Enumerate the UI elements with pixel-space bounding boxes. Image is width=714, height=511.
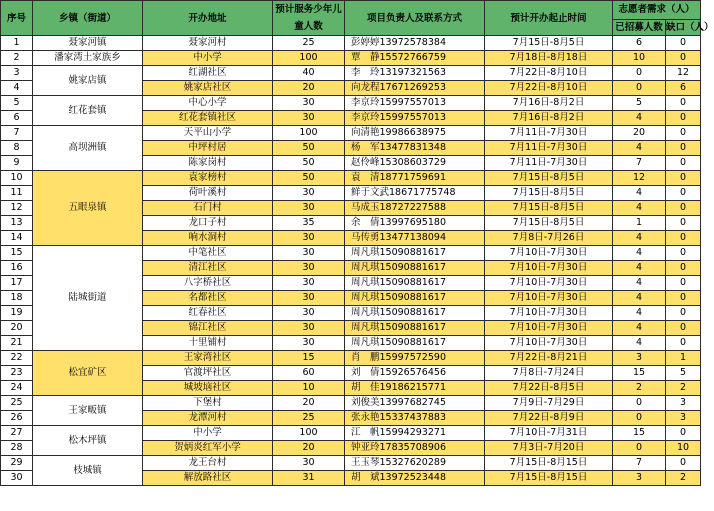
cell-shortage: 6: [666, 81, 701, 96]
cell-site: 锦江社区: [143, 321, 273, 336]
cell-period: 7月15日-8月15日: [485, 471, 613, 486]
cell-recruited: 4: [613, 141, 666, 156]
cell-period: 7月15日-8月5日: [485, 171, 613, 186]
cell-index: 17: [1, 276, 33, 291]
cell-contact: 李 玲13197321563: [345, 66, 485, 81]
cell-shortage: 0: [666, 51, 701, 66]
cell-contact: 周凡琪15090881617: [345, 246, 485, 261]
cell-town: 陆城街道: [33, 246, 143, 351]
cell-recruited: 6: [613, 36, 666, 51]
cell-index: 1: [1, 36, 33, 51]
cell-children-count: 30: [273, 321, 345, 336]
cell-recruited: 15: [613, 366, 666, 381]
cell-shortage: 0: [666, 261, 701, 276]
cell-index: 28: [1, 441, 33, 456]
table-row: [1, 246, 701, 261]
cell-site: 清江社区: [143, 261, 273, 276]
cell-site: 红春社区: [143, 306, 273, 321]
cell-site: 名都社区: [143, 291, 273, 306]
cell-shortage: 0: [666, 171, 701, 186]
cell-children-count: 35: [273, 216, 345, 231]
cell-site: 官渡坪社区: [143, 366, 273, 381]
cell-site: 中心小学: [143, 96, 273, 111]
cell-period: 7月16日-8月2日: [485, 111, 613, 126]
table-row: [1, 426, 701, 441]
cell-recruited: 4: [613, 186, 666, 201]
cell-index: 7: [1, 126, 33, 141]
cell-shortage: 5: [666, 366, 701, 381]
cell-children-count: 30: [273, 96, 345, 111]
cell-shortage: 1: [666, 351, 701, 366]
cell-children-count: 10: [273, 381, 345, 396]
cell-period: 7月9日-7月29日: [485, 396, 613, 411]
cell-site: 下堡村: [143, 396, 273, 411]
cell-index: 9: [1, 156, 33, 171]
cell-index: 15: [1, 246, 33, 261]
cell-contact: 周凡琪15090881617: [345, 321, 485, 336]
cell-children-count: 60: [273, 366, 345, 381]
cell-recruited: 4: [613, 276, 666, 291]
cell-index: 25: [1, 396, 33, 411]
cell-index: 14: [1, 231, 33, 246]
cell-town: 王家畈镇: [33, 396, 143, 426]
cell-contact: 王玉琴15327620289: [345, 456, 485, 471]
cell-index: 4: [1, 81, 33, 96]
cell-index: 12: [1, 201, 33, 216]
cell-site: 聂家河村: [143, 36, 273, 51]
table-row: [1, 96, 701, 111]
cell-shortage: 0: [666, 36, 701, 51]
cell-index: 23: [1, 366, 33, 381]
cell-children-count: 30: [273, 201, 345, 216]
cell-period: 7月22日-8月5日: [485, 381, 613, 396]
cell-site: 王家湾社区: [143, 351, 273, 366]
cell-children-count: 100: [273, 51, 345, 66]
cell-site: 响水洞村: [143, 231, 273, 246]
cell-recruited: 12: [613, 171, 666, 186]
cell-site: 陈家岗村: [143, 156, 273, 171]
cell-contact: 彭婷婷13972578384: [345, 36, 485, 51]
cell-shortage: 0: [666, 96, 701, 111]
table-body: [1, 36, 701, 486]
cell-recruited: 3: [613, 471, 666, 486]
cell-children-count: 40: [273, 66, 345, 81]
cell-town: 枝城镇: [33, 456, 143, 486]
cell-shortage: 0: [666, 141, 701, 156]
cell-children-count: 100: [273, 426, 345, 441]
cell-contact: 向清艳19986638975: [345, 126, 485, 141]
cell-children-count: 20: [273, 441, 345, 456]
cell-period: 7月8日-7月24日: [485, 366, 613, 381]
cell-period: 7月15日-8月5日: [485, 186, 613, 201]
cell-site: 中小学: [143, 51, 273, 66]
cell-period: 7月10日-7月30日: [485, 291, 613, 306]
cell-shortage: 3: [666, 411, 701, 426]
cell-index: 5: [1, 96, 33, 111]
cell-site: 十里铺村: [143, 336, 273, 351]
cell-children-count: 15: [273, 351, 345, 366]
cell-recruited: 20: [613, 126, 666, 141]
cell-children-count: 30: [273, 306, 345, 321]
cell-contact: 刘俊美13997682745: [345, 396, 485, 411]
cell-children-count: 50: [273, 141, 345, 156]
cell-contact: 周凡琪15090881617: [345, 261, 485, 276]
cell-site: 中笔社区: [143, 246, 273, 261]
table-row: [1, 51, 701, 66]
cell-index: 24: [1, 381, 33, 396]
cell-recruited: 15: [613, 426, 666, 441]
cell-index: 16: [1, 261, 33, 276]
cell-children-count: 30: [273, 111, 345, 126]
cell-recruited: 4: [613, 201, 666, 216]
cell-town: 高坝洲镇: [33, 126, 143, 171]
cell-recruited: 0: [613, 66, 666, 81]
cell-recruited: 7: [613, 456, 666, 471]
cell-site: 中小学: [143, 426, 273, 441]
cell-children-count: 30: [273, 261, 345, 276]
cell-shortage: 0: [666, 426, 701, 441]
table-row: [1, 126, 701, 141]
cell-contact: 覃 静15572766759: [345, 51, 485, 66]
header-children-count: 预计服务少年儿童人数: [273, 1, 345, 36]
cell-period: 7月3日-7月20日: [485, 441, 613, 456]
cell-contact: 李京玲15997557013: [345, 111, 485, 126]
cell-town: 聂家河镇: [33, 36, 143, 51]
cell-children-count: 30: [273, 231, 345, 246]
cell-contact: 鲜于文武18671775748: [345, 186, 485, 201]
cell-period: 7月22日-8月9日: [485, 411, 613, 426]
cell-index: 10: [1, 171, 33, 186]
cell-index: 27: [1, 426, 33, 441]
cell-contact: 马成玉18727227588: [345, 201, 485, 216]
cell-town: 五眼泉镇: [33, 171, 143, 246]
header-shortage: 缺口（人）: [666, 19, 701, 35]
cell-period: 7月10日-7月30日: [485, 276, 613, 291]
cell-children-count: 100: [273, 126, 345, 141]
cell-shortage: 0: [666, 216, 701, 231]
cell-period: 7月10日-7月30日: [485, 306, 613, 321]
cell-children-count: 30: [273, 291, 345, 306]
cell-shortage: 10: [666, 441, 701, 456]
cell-site: 袁家榜村: [143, 171, 273, 186]
cell-site: 八字桥社区: [143, 276, 273, 291]
cell-children-count: 20: [273, 396, 345, 411]
cell-recruited: 0: [613, 441, 666, 456]
cell-site: 龙王台村: [143, 456, 273, 471]
cell-site: 中坪村居: [143, 141, 273, 156]
cell-shortage: 2: [666, 381, 701, 396]
cell-recruited: 4: [613, 111, 666, 126]
cell-contact: 马传勇13477138094: [345, 231, 485, 246]
cell-period: 7月10日-7月30日: [485, 321, 613, 336]
cell-children-count: 20: [273, 81, 345, 96]
header-recruited: 已招募人数: [613, 19, 666, 35]
cell-period: 7月11日-7月30日: [485, 126, 613, 141]
cell-recruited: 4: [613, 291, 666, 306]
cell-contact: 向龙程17671269253: [345, 81, 485, 96]
cell-site: 龙潭河村: [143, 411, 273, 426]
cell-index: 13: [1, 216, 33, 231]
cell-town: 松宜矿区: [33, 351, 143, 396]
cell-index: 30: [1, 471, 33, 486]
table-row: [1, 66, 701, 81]
cell-site: 解放路社区: [143, 471, 273, 486]
cell-index: 2: [1, 51, 33, 66]
table-row: [1, 351, 701, 366]
cell-recruited: 4: [613, 306, 666, 321]
cell-recruited: 0: [613, 81, 666, 96]
table-row: [1, 171, 701, 186]
cell-shortage: 3: [666, 396, 701, 411]
cell-shortage: 0: [666, 186, 701, 201]
cell-town: 红花套镇: [33, 96, 143, 126]
cell-recruited: 3: [613, 351, 666, 366]
cell-shortage: 0: [666, 126, 701, 141]
cell-index: 22: [1, 351, 33, 366]
cell-shortage: 0: [666, 111, 701, 126]
cell-recruited: 0: [613, 411, 666, 426]
header-period: 预计开办起止时间: [485, 1, 613, 36]
cell-period: 7月10日-7月30日: [485, 336, 613, 351]
cell-recruited: 4: [613, 321, 666, 336]
cell-children-count: 50: [273, 171, 345, 186]
cell-site: 龙口子村: [143, 216, 273, 231]
cell-site: 姚家店社区: [143, 81, 273, 96]
cell-contact: 赵伶峰15308603729: [345, 156, 485, 171]
cell-site: 贺炳炎红军小学: [143, 441, 273, 456]
cell-site: 城坡垴社区: [143, 381, 273, 396]
cell-shortage: 0: [666, 336, 701, 351]
cell-index: 19: [1, 306, 33, 321]
cell-index: 29: [1, 456, 33, 471]
cell-site: 石门村: [143, 201, 273, 216]
cell-contact: 周凡琪15090881617: [345, 291, 485, 306]
cell-index: 11: [1, 186, 33, 201]
cell-recruited: 2: [613, 381, 666, 396]
cell-recruited: 4: [613, 261, 666, 276]
cell-shortage: 0: [666, 231, 701, 246]
cell-recruited: 4: [613, 231, 666, 246]
cell-index: 21: [1, 336, 33, 351]
table-row: [1, 396, 701, 411]
cell-period: 7月10日-7月30日: [485, 261, 613, 276]
header-site: 开办地址: [143, 1, 273, 36]
cell-period: 7月22日-8月21日: [485, 351, 613, 366]
cell-contact: 肖 鹏15997572590: [345, 351, 485, 366]
cell-children-count: 30: [273, 336, 345, 351]
cell-shortage: 0: [666, 156, 701, 171]
cell-children-count: 30: [273, 276, 345, 291]
cell-children-count: 50: [273, 156, 345, 171]
header-volunteer-demand: 志愿者需求（人）: [613, 1, 701, 20]
cell-children-count: 31: [273, 471, 345, 486]
cell-index: 18: [1, 291, 33, 306]
cell-site: 荷叶溪村: [143, 186, 273, 201]
cell-recruited: 10: [613, 51, 666, 66]
cell-period: 7月16日-8月2日: [485, 96, 613, 111]
cell-period: 7月15日-8月5日: [485, 201, 613, 216]
cell-shortage: 0: [666, 321, 701, 336]
cell-town: 潘家湾土家族乡: [33, 51, 143, 66]
cell-shortage: 0: [666, 306, 701, 321]
cell-site: 红湖社区: [143, 66, 273, 81]
cell-period: 7月15日-8月5日: [485, 216, 613, 231]
cell-town: 姚家店镇: [33, 66, 143, 96]
cell-contact: 胡 佳19186215771: [345, 381, 485, 396]
cell-index: 26: [1, 411, 33, 426]
cell-shortage: 2: [666, 471, 701, 486]
table-row: [1, 36, 701, 51]
cell-recruited: 5: [613, 96, 666, 111]
cell-recruited: 1: [613, 216, 666, 231]
cell-children-count: 25: [273, 411, 345, 426]
cell-contact: 杨 军13477831348: [345, 141, 485, 156]
cell-children-count: 30: [273, 246, 345, 261]
cell-contact: 周凡琪15090881617: [345, 336, 485, 351]
cell-site: 红花套镇社区: [143, 111, 273, 126]
cell-town: 松木坪镇: [33, 426, 143, 456]
cell-period: 7月15日-8月15日: [485, 456, 613, 471]
cell-period: 7月18日-8月18日: [485, 51, 613, 66]
cell-children-count: 25: [273, 36, 345, 51]
cell-contact: 余 倩13997695180: [345, 216, 485, 231]
cell-recruited: 4: [613, 336, 666, 351]
cell-recruited: 7: [613, 156, 666, 171]
cell-contact: 袁 清18771759691: [345, 171, 485, 186]
cell-index: 6: [1, 111, 33, 126]
header-index: 序号: [1, 1, 33, 36]
cell-shortage: 0: [666, 201, 701, 216]
cell-contact: 刘 倩15926576456: [345, 366, 485, 381]
table-row: [1, 456, 701, 471]
cell-children-count: 30: [273, 186, 345, 201]
cell-contact: 胡 斌13972523448: [345, 471, 485, 486]
cell-shortage: 12: [666, 66, 701, 81]
cell-index: 3: [1, 66, 33, 81]
cell-children-count: 30: [273, 456, 345, 471]
cell-contact: 周凡琪15090881617: [345, 276, 485, 291]
cell-shortage: 0: [666, 456, 701, 471]
cell-recruited: 0: [613, 396, 666, 411]
cell-shortage: 0: [666, 246, 701, 261]
cell-contact: 钟亚玲17835708906: [345, 441, 485, 456]
cell-shortage: 0: [666, 291, 701, 306]
cell-period: 7月10日-7月30日: [485, 246, 613, 261]
cell-contact: 李京玲15997557013: [345, 96, 485, 111]
cell-contact: 周凡琪15090881617: [345, 306, 485, 321]
cell-recruited: 4: [613, 246, 666, 261]
cell-shortage: 0: [666, 276, 701, 291]
cell-period: 7月22日-8月10日: [485, 81, 613, 96]
cell-contact: 江 帆15994293271: [345, 426, 485, 441]
cell-period: 7月15日-8月5日: [485, 36, 613, 51]
cell-period: 7月11日-7月30日: [485, 141, 613, 156]
cell-contact: 张永艳15337437883: [345, 411, 485, 426]
cell-site: 天平山小学: [143, 126, 273, 141]
cell-period: 7月22日-8月10日: [485, 66, 613, 81]
cell-period: 7月10日-7月31日: [485, 426, 613, 441]
cell-period: 7月11日-7月30日: [485, 156, 613, 171]
cell-index: 20: [1, 321, 33, 336]
cell-index: 8: [1, 141, 33, 156]
header-contact: 项目负责人及联系方式: [345, 1, 485, 36]
cell-period: 7月8日-7月26日: [485, 231, 613, 246]
header-town: 乡镇（街道）: [33, 1, 143, 36]
